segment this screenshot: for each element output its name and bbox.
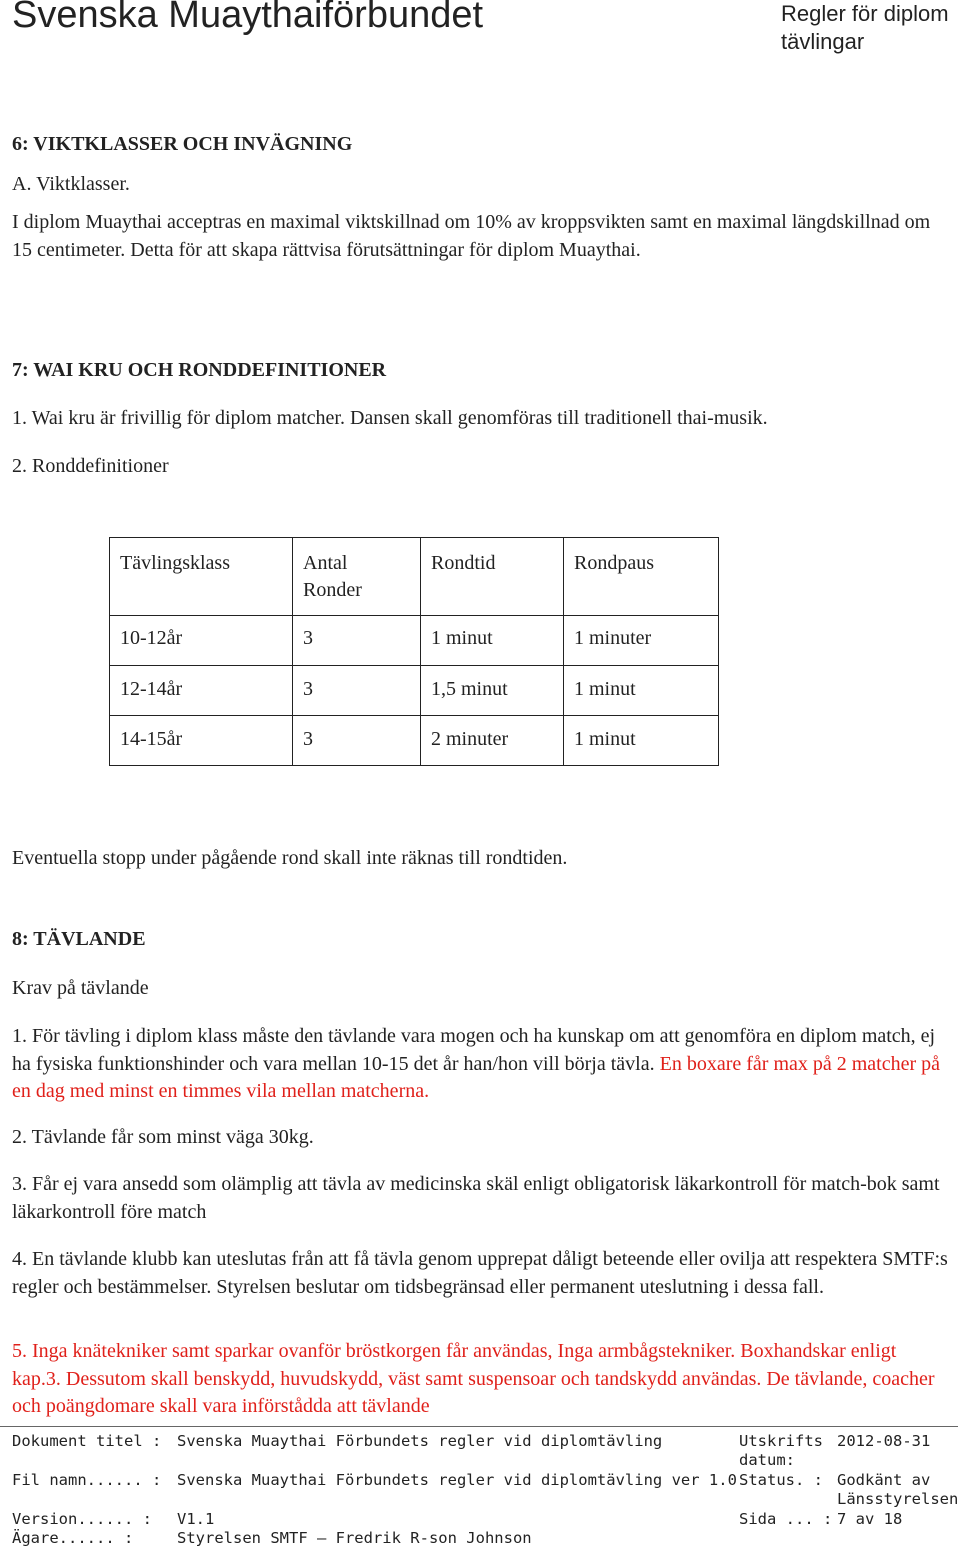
section-8-item-1-highlight: En boxare får max på 2 matcher på en dag med minst en timmes vila mellan matcherna. bbox=[12, 1052, 941, 1102]
file-name-value: Svenska Muaythai Förbundets regler vid diplomtävling ver 1.0 bbox=[177, 1471, 737, 1489]
section-8-item-1 bbox=[12, 1023, 948, 1106]
table-cell: 1 minut bbox=[564, 666, 719, 716]
section-6-subheading: A. Viktklasser. bbox=[12, 173, 130, 195]
section-7-heading: 7: WAI KRU OCH RONDDEFINITIONER bbox=[12, 359, 387, 381]
section-6-heading: 6: VIKTKLASSER OCH INVÄGNING bbox=[12, 133, 353, 155]
version-label: Version...... : bbox=[12, 1510, 152, 1528]
document-footer bbox=[0, 1426, 960, 1550]
section-8-item-1-text: 1. För tävling i diplom klass måste den tävlande vara mogen och ha kunskap om att genomföra en diplom match, ej ha fysiska funktionshinder och vara mellan 10-15 det år han/hon vill börja tävla. bbox=[12, 1025, 936, 1075]
table-cell: 1 minuter bbox=[564, 616, 719, 666]
section-6-body: I diplom Muaythai acceptras en maximal viktskillnad om 10% av kroppsvikten samt en maximal längdskillnad om 15 centimeter. Detta för att skapa rättvisa förutsättningar för diplom Muaythai. bbox=[12, 211, 931, 261]
table-cell: 10-12år bbox=[110, 616, 293, 666]
table-row bbox=[110, 666, 719, 716]
doc-title-label: Dokument titel : bbox=[12, 1432, 162, 1450]
table-cell: 3 bbox=[293, 616, 421, 666]
table-header-row bbox=[110, 538, 719, 616]
table-cell: 2 minuter bbox=[421, 716, 564, 766]
print-date-label: Utskrifts datum: bbox=[739, 1432, 823, 1469]
section-8-item-3: 3. Får ej vara ansedd som olämplig att tävla av medicinska skäl enligt obligatorisk läkarkontroll för match-bok samt läkarkontroll före match bbox=[12, 1173, 940, 1223]
table-header-cell: Rondtid bbox=[421, 538, 564, 616]
table-cell: 1 minut bbox=[564, 716, 719, 766]
table-cell: 3 bbox=[293, 716, 421, 766]
section-8-heading: 8: TÄVLANDE bbox=[12, 928, 146, 950]
status-label: Status. : bbox=[739, 1471, 823, 1489]
doc-title-value: Svenska Muaythai Förbundets regler vid diplomtävling bbox=[177, 1432, 663, 1450]
footer-divider bbox=[0, 1426, 958, 1427]
table-header-cell: Rondpaus bbox=[564, 538, 719, 616]
page-value: 7 av 18 bbox=[837, 1510, 903, 1528]
section-8-item-4: 4. En tävlande klubb kan uteslutas från att få tävla genom upprepat dåligt beteende eller ovilja att respektera SMTF:s regler och bestämmelser. Styrelsen beslutar om tidsbegränsad eller permanent uteslutning i dessa fall. bbox=[12, 1248, 948, 1298]
section-7-item-2: 2. Ronddefinitioner bbox=[12, 455, 169, 477]
section-8-item-2: 2. Tävlande får som minst väga 30kg. bbox=[12, 1126, 314, 1148]
table-row bbox=[110, 616, 719, 666]
owner-label: Ägare...... : bbox=[12, 1529, 134, 1547]
owner-value: Styrelsen SMTF – Fredrik R-son Johnson bbox=[177, 1529, 532, 1547]
table-cell: 14-15år bbox=[110, 716, 293, 766]
organization-name: Svenska Muaythaiförbundet bbox=[12, 0, 484, 36]
page-label: Sida ... : bbox=[739, 1510, 833, 1528]
table-cell: 12-14år bbox=[110, 666, 293, 716]
section-8-item-5: 5. Inga knätekniker samt sparkar ovanför bröstkorgen får användas, Inga armbågstekniker. Boxhandskar enligt kap.3. Dessutom skall benskydd, huvudskydd, väst samt suspensoar och tandskydd användas. De tävlande, coacher och poängdomare skall vara införstådda att tävlande bbox=[12, 1340, 935, 1417]
file-name-label: Fil namn...... : bbox=[12, 1471, 162, 1489]
status-value: Godkänt av Länsstyrelsen bbox=[837, 1471, 959, 1508]
print-date-value: 2012-08-31 bbox=[837, 1432, 931, 1450]
round-definitions-table bbox=[109, 537, 719, 766]
section-7-item-1: 1. Wai kru är frivillig för diplom matcher. Dansen skall genomföras till traditionell thai-musik. bbox=[12, 407, 768, 429]
table-row bbox=[110, 716, 719, 766]
table-cell: 3 bbox=[293, 666, 421, 716]
table-header-cell: Antal Ronder bbox=[293, 538, 421, 616]
section-7-note: Eventuella stopp under pågående rond skall inte räknas till rondtiden. bbox=[12, 847, 568, 869]
table-header-cell: Tävlingsklass bbox=[110, 538, 293, 616]
version-value: V1.1 bbox=[177, 1510, 215, 1528]
table-cell: 1 minut bbox=[421, 616, 564, 666]
table-cell: 1,5 minut bbox=[421, 666, 564, 716]
section-8-subheading: Krav på tävlande bbox=[12, 977, 149, 999]
document-label: Regler för diplom tävlingar bbox=[781, 1, 949, 54]
